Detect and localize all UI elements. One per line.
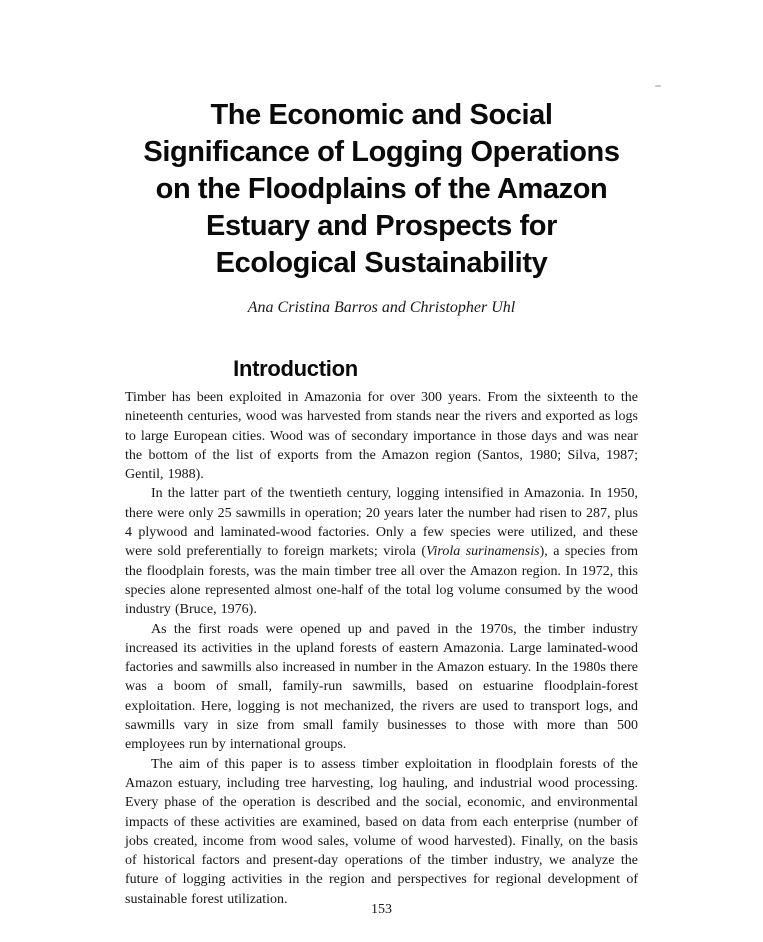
author-byline: Ana Cristina Barros and Christopher Uhl: [247, 299, 516, 316]
chapter-title-line: on the Floodplains of the Amazon: [155, 173, 608, 205]
chapter-title-line: Ecological Sustainability: [215, 247, 548, 279]
chapter-title: [125, 97, 638, 282]
chapter-title-line: Significance of Logging Operations: [143, 136, 620, 168]
paragraph-2-text: In the latter part of the twentieth century, logging intensified in Amazonia. In 1950, there were only 25 sawmills in operation; 20 years later the number had risen to 287, plus 4 plywood and laminated-wood factories. Only a few species were utilized, and these were sold preferentially to foreign markets; virola (: [125, 486, 638, 560]
section-heading-introduction: Introduction: [233, 356, 358, 381]
page-number: 153: [371, 902, 392, 917]
paragraph-2: [125, 484, 638, 619]
body-text: [125, 388, 638, 909]
paragraph-1: Timber has been exploited in Amazonia for over 300 years. From the sixteenth to the nineteenth centuries, wood was harvested from stands near the rivers and exported as logs to large European cities. Wood was of secondary importance in those days and was near the bottom of the list of exports from the Amazon region (Santos, 1980; Silva, 1987; Gentil, 1988).: [125, 390, 638, 483]
paragraph-4: The aim of this paper is to assess timber exploitation in floodplain forests of the Amazon estuary, including tree harvesting, log hauling, and industrial wood processing. Every phase of the operation is described and the social, economic, and environmental impacts of these activities are examined, based on data from each enterprise (number of jobs created, income from wood sales, volume of wood harvested). Finally, on the basis of historical factors and present-day operations of the timber industry, we analyze the future of logging activities in the region and perspectives for regional development of sustainable forest utilization.: [125, 756, 638, 907]
chapter-title-line: The Economic and Social: [210, 99, 553, 131]
chapter-title-line: Estuary and Prospects for: [206, 210, 557, 242]
paragraph-3: As the first roads were opened up and paved in the 1970s, the timber industry increased its activities in the upland forests of eastern Amazonia. Large laminated-wood factories and sawmills also increased in number in the Amazon estuary. In the 1980s there was a boom of small, family-run sawmills, based on estuarine floodplain-forest exploitation. Here, logging is not mechanized, the rivers are used to transport logs, and sawmills vary in size from small family businesses to those with more than 500 employees run by international groups.: [125, 621, 638, 753]
scan-speck-artifact: [655, 85, 661, 87]
paragraph-2-text: ), a species from the floodplain forests, was the main timber tree all over the Amazon region. In 1972, this species alone represented almost one-half of the total log volume consumed by the wood industry (Bruce, 1976).: [125, 544, 638, 618]
species-name-italic: Virola surinamensis: [426, 544, 540, 560]
